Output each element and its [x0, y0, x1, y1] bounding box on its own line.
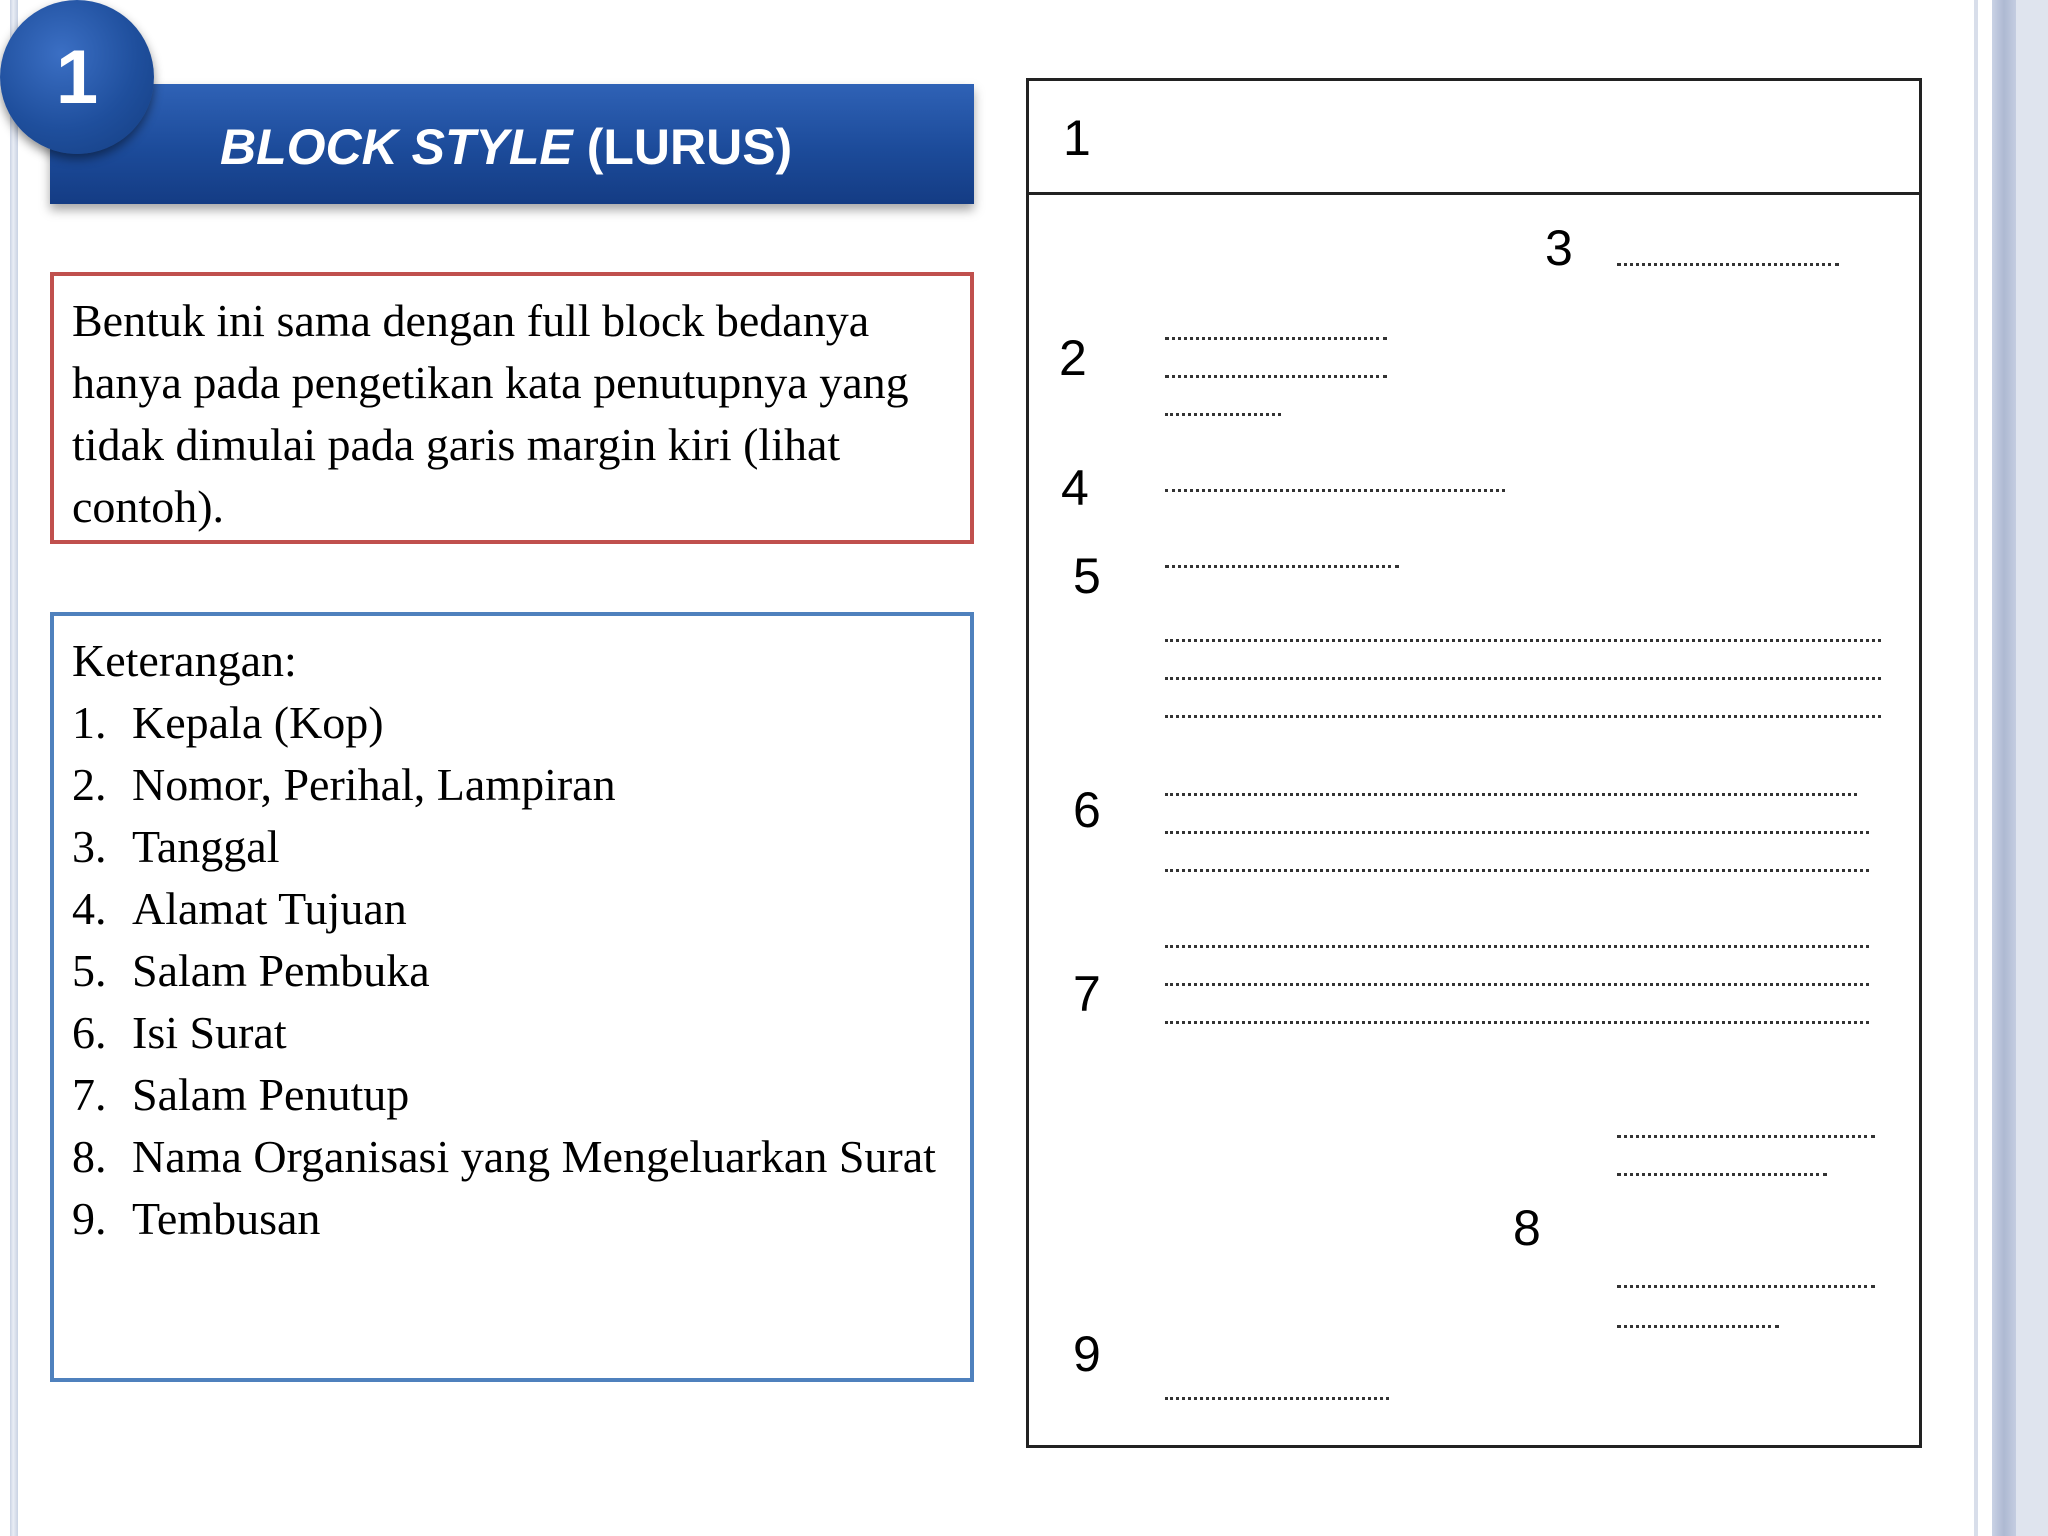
label-alamat: 4: [1061, 460, 1089, 516]
penutup-line: [1165, 983, 1869, 986]
slide-title-italic: BLOCK STYLE: [220, 119, 573, 175]
alamat-line: [1165, 489, 1505, 492]
isi-line: [1165, 831, 1869, 834]
left-border-decoration: [10, 0, 18, 1536]
legend-box: [50, 612, 974, 1382]
penandatangan-line: [1617, 1285, 1875, 1288]
legend-item-number: 2.: [72, 759, 107, 810]
lampiran-line: [1165, 413, 1281, 416]
legend-item: [72, 1188, 952, 1250]
legend-item-number: 6.: [72, 1007, 107, 1058]
legend-item-number: 4.: [72, 883, 107, 934]
legend-item-text: Salam Penutup: [132, 1069, 410, 1120]
tembusan-line: [1165, 1397, 1389, 1400]
penandatangan-line: [1617, 1325, 1779, 1328]
legend-item: [72, 1126, 952, 1188]
tanggal-line: [1617, 263, 1839, 266]
legend-item-number: 5.: [72, 945, 107, 996]
slide-number-badge: 1: [0, 0, 154, 154]
legend-item-text: Isi Surat: [132, 1007, 287, 1058]
label-salam-pembuka: 5: [1073, 548, 1101, 604]
letter-kop-section: [1029, 81, 1919, 195]
label-organisasi: 8: [1513, 1200, 1541, 1256]
right-border-decoration: [1964, 0, 2048, 1536]
organisasi-line: [1617, 1173, 1827, 1176]
legend-item: [72, 878, 952, 940]
letter-layout-diagram: [1026, 78, 1922, 1448]
label-kop: 1: [1063, 110, 1091, 166]
description-text: Bentuk ini sama dengan full block bedanya hanya pada pengetikan kata penutupnya yang tidak dimulai pada garis margin kiri (lihat contoh).: [72, 295, 909, 532]
legend-list: [72, 692, 952, 1250]
paragraph-line: [1165, 715, 1881, 718]
legend-item-text: Nomor, Perihal, Lampiran: [132, 759, 616, 810]
legend-item: [72, 816, 952, 878]
paragraph-line: [1165, 677, 1881, 680]
label-salam-penutup: 7: [1073, 966, 1101, 1022]
salam-pembuka-line: [1165, 565, 1399, 568]
legend-item-number: 1.: [72, 697, 107, 748]
legend-item-text: Alamat Tujuan: [132, 883, 407, 934]
isi-line: [1165, 869, 1869, 872]
label-tembusan: 9: [1073, 1326, 1101, 1382]
legend-item: [72, 1064, 952, 1126]
legend-item: [72, 940, 952, 1002]
slide-title: [220, 118, 920, 176]
label-nomor: 2: [1059, 330, 1087, 386]
legend-item-number: 3.: [72, 821, 107, 872]
legend-item-number: 9.: [72, 1193, 107, 1244]
legend-item-text: Tembusan: [132, 1193, 321, 1244]
description-box: [50, 272, 974, 544]
legend-item-text: Salam Pembuka: [132, 945, 430, 996]
penutup-line: [1165, 1021, 1869, 1024]
legend-heading: Keterangan:: [72, 635, 297, 686]
label-tanggal: 3: [1545, 220, 1573, 276]
penutup-line: [1165, 945, 1869, 948]
legend-item-number: 8.: [72, 1131, 107, 1182]
slide-title-rest: (LURUS): [572, 119, 793, 175]
legend-item: [72, 692, 952, 754]
slide-title-bar: [50, 84, 974, 204]
label-isi: 6: [1073, 782, 1101, 838]
nomor-line: [1165, 337, 1387, 340]
legend-item-number: 7.: [72, 1069, 107, 1120]
legend-item-text: Kepala (Kop): [132, 697, 384, 748]
paragraph-line: [1165, 639, 1881, 642]
perihal-line: [1165, 375, 1387, 378]
legend-item: [72, 1002, 952, 1064]
legend-item: [72, 754, 952, 816]
isi-line: [1165, 793, 1857, 796]
legend-item-text: Tanggal: [132, 821, 280, 872]
legend-item-text: Nama Organisasi yang Mengeluarkan Surat: [132, 1131, 936, 1182]
organisasi-line: [1617, 1135, 1875, 1138]
